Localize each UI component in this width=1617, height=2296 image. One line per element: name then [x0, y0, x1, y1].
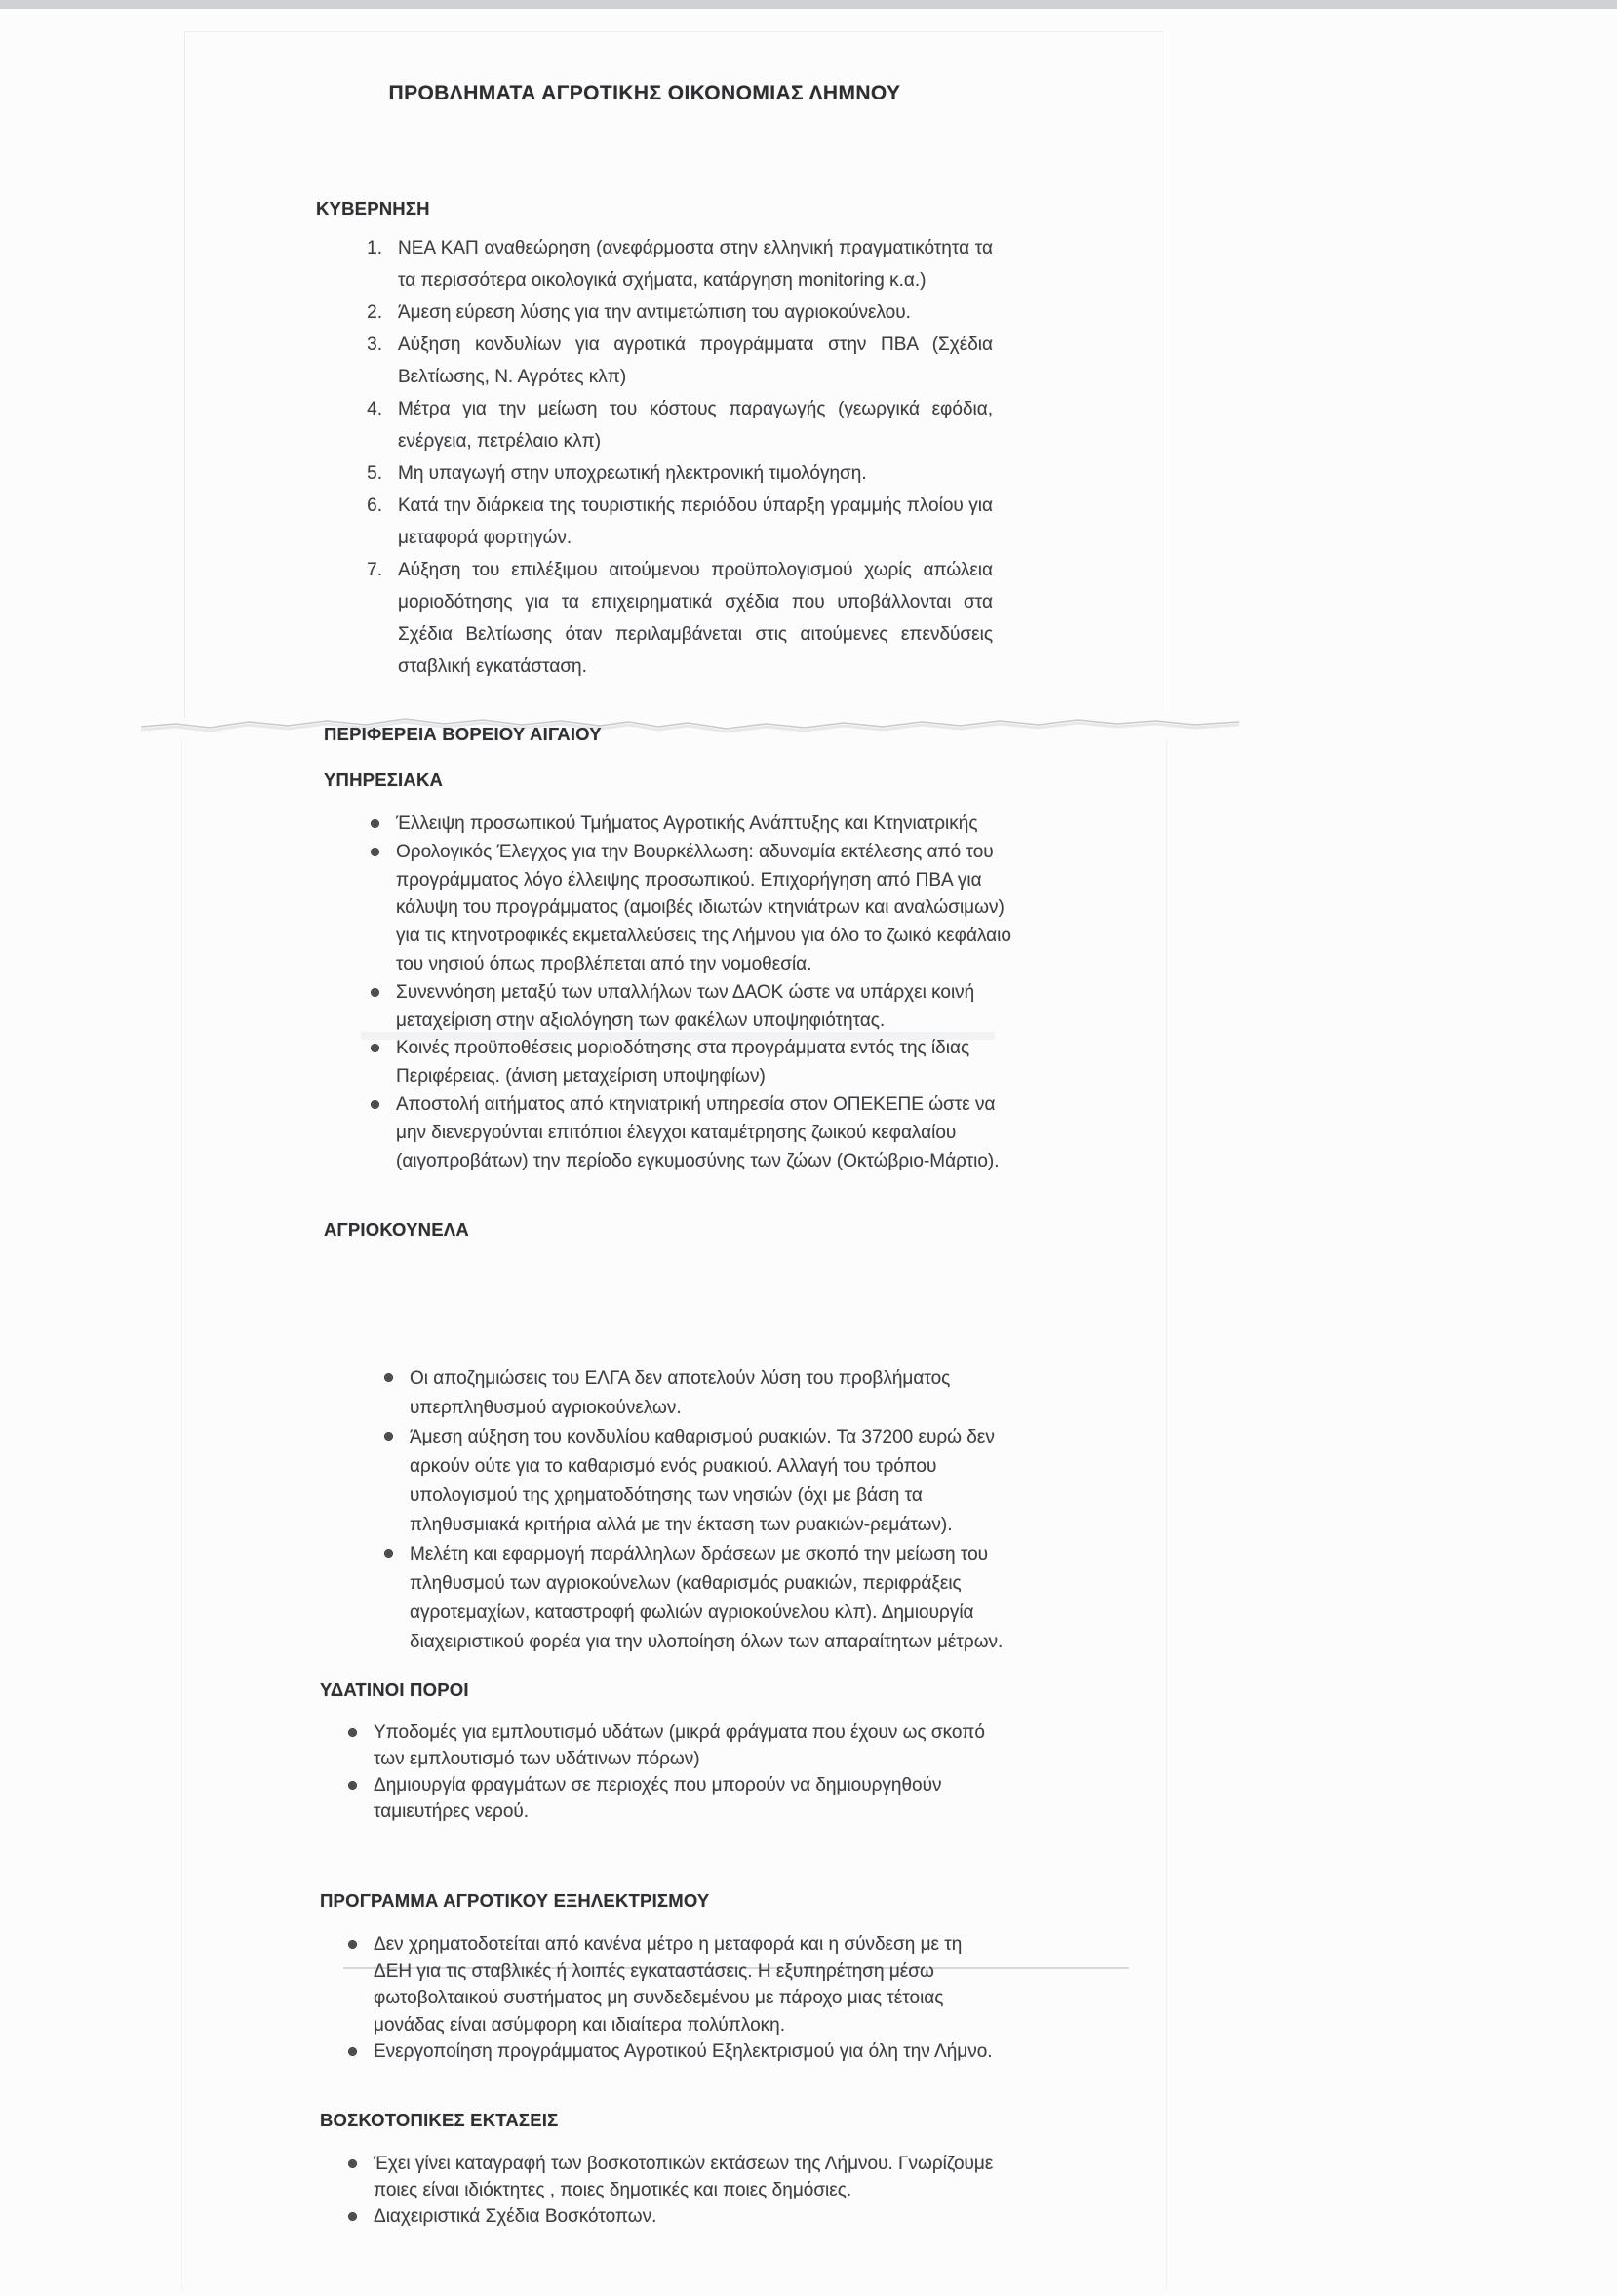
list-item [382, 1540, 1028, 1657]
list-item [382, 1365, 1028, 1423]
list-item [346, 2039, 1002, 2066]
list-item-text: Δημιουργία φραγμάτων σε περιοχές που μπορούν να δημιουργηθούν ταμιευτήρες νερού. [374, 1775, 942, 1822]
list-item [343, 490, 993, 554]
list-item-text: Ενεργοποίηση προγράμματος Αγροτικού Εξηλεκτρισμού για όλη την Λήμνο. [374, 2041, 993, 2062]
bullet-icon [348, 2212, 357, 2221]
list-item-text: Αύξηση κονδυλίων για αγροτικά προγράμματα στην ΠΒΑ (Σχέδια Βελτίωσης, Ν. Αγρότες κλπ) [398, 335, 993, 387]
list-item-text: Αύξηση του επιλέξιμου αιτούμενου προϋπολογισμού χωρίς απώλεια μοριοδότησης για τα επιχειρηματικά σχέδια που υποβάλλονται στα Σχέδια Βελτίωσης όταν περιλαμβάνεται στις αιτούμενες επενδύσεις σταβλική εγκατάσταση. [398, 560, 993, 677]
list-item-text: Υποδομές για εμπλουτισμό υδάτων (μικρά φράγματα που έχουν ως σκοπό των εμπλουτισμό των υδάτινων πόρων) [374, 1722, 985, 1769]
section-heading: ΠΡΟΓΡΑΜΜΑ ΑΓΡΟΤΙΚΟΥ ΕΞΗΛΕΚΤΡΙΣΜΟΥ [320, 1890, 710, 1911]
list-item-text: Μη υπαγωγή στην υποχρεωτική ηλεκτρονική τιμολόγηση. [398, 463, 867, 484]
bullet-icon [384, 1373, 393, 1382]
section-heading: ΚΥΒΕΡΝΗΣΗ [316, 198, 430, 218]
list-item [346, 2203, 1002, 2230]
bullet-icon [348, 1728, 357, 1737]
bullet-icon [384, 1432, 393, 1441]
list-item [346, 2151, 1002, 2203]
list-item [343, 457, 993, 490]
item-number: 1. [367, 238, 382, 258]
list-item-text: Δεν χρηματοδοτείται από κανένα μέτρο η μεταφορά και η σύνδεση με τη ΔΕΗ για τις σταβλικές ή λοιπές εγκαταστάσεις. Η εξυπηρέτηση μέσω φωτοβολταικού συστήματος μη συνδεδεμένου με πάροχο μιας τέτοιας μονάδας είναι ασύμφορη και ιδιαίτερα πολύπλοκη. [374, 1934, 963, 2036]
list-item-text: Κατά την διάρκεια της τουριστικής περιόδου ύπαρξη γραμμής πλοίου για μεταφορά φορτηγών. [398, 495, 993, 548]
list-item [346, 1772, 1000, 1825]
bullet-list [382, 1365, 1028, 1657]
list-item [369, 1035, 1012, 1091]
section-heading: ΥΠΗΡΕΣΙΑΚΑ [324, 770, 444, 790]
bullet-icon [348, 2047, 357, 2056]
list-item [369, 811, 1012, 839]
torn-paper-seam [141, 704, 1239, 745]
bullet-icon [371, 819, 379, 828]
bullet-list [369, 811, 1012, 1175]
section-heading: ΠΕΡΙΦΕΡΕΙΑ ΒΟΡΕΙΟΥ ΑΙΓΑΙΟΥ [324, 724, 602, 744]
item-number: 4. [367, 399, 382, 419]
list-item [343, 393, 993, 457]
list-item [346, 1720, 1000, 1772]
list-item [369, 1091, 1012, 1175]
section-heading: ΒΟΣΚΟΤΟΠΙΚΕΣ ΕΚΤΑΣΕΙΣ [320, 2110, 559, 2130]
bullet-icon [384, 1549, 393, 1558]
bullet-icon [348, 2159, 357, 2168]
list-item-text: ΝΕΑ ΚΑΠ αναθεώρηση (ανεφάρμοστα στην ελληνική πραγματικότητα τα τα περισσότερα οικολογικά σχήματα, κατάργηση monitoring κ.α.) [398, 238, 993, 291]
section-heading: ΥΔΑΤΙΝΟΙ ΠΟΡΟΙ [320, 1680, 469, 1700]
bullet-icon [371, 988, 379, 997]
list-item-text: Έλλειψη προσωπικού Τμήματος Αγροτικής Ανάπτυξης και Κτηνιατρικής [396, 813, 978, 834]
list-item-text: Συνεννόηση μεταξύ των υπαλλήλων των ΔΑΟΚ ώστε να υπάρχει κοινή μεταχείριση στην αξιολόγηση των φακέλων υποψηφιότητας. [396, 981, 975, 1031]
item-number: 7. [367, 560, 382, 580]
bullet-icon [348, 1940, 357, 1949]
bullet-list [346, 1720, 1000, 1825]
list-item-text: Μελέτη και εφαρμογή παράλληλων δράσεων με σκοπό την μείωση του πληθυσμού των αγριοκούνελων (καθαρισμός ρυακιών, περιφράξεις αγροτεμαχίων, καταστροφή φωλιών αγριοκούνελου κλπ). Δημιουργία διαχειριστικού φορέα για την υλοποίηση όλων των απαραίτητων μέτρων. [410, 1544, 1004, 1652]
list-item-text: Κοινές προϋποθέσεις μοριοδότησης στα προγράμματα εντός της ίδιας Περιφέρειας. (άνιση μεταχείριση υποψηφίων) [396, 1038, 970, 1088]
bullet-icon [371, 1044, 379, 1052]
paper-edge [1166, 739, 1167, 2290]
paper-edge [184, 32, 185, 717]
section-heading: ΑΓΡΙΟΚΟΥΝΕΛΑ [324, 1219, 469, 1240]
list-item [369, 839, 1012, 979]
list-item-text: Αποστολή αιτήματος από κτηνιατρική υπηρεσία στον ΟΠΕΚΕΠΕ ώστε να μην διενεργούνται επιτόπιοι έλεγχοι καταμέτρησης ζωικού κεφαλαίου (αιγοπροβάτων) την περίοδο εγκυμοσύνης των ζώων (Οκτώβριο-Μάρτιο). [396, 1093, 1000, 1171]
list-item [369, 979, 1012, 1036]
list-item-text: Οι αποζημιώσεις του ΕΛΓΑ δεν αποτελούν λύση του προβλήματος υπερπληθυσμού αγριοκούνελων. [410, 1368, 951, 1418]
item-number: 3. [367, 335, 382, 355]
document-title: ΠΡΟΒΛΗΜΑΤΑ ΑΓΡΟΤΙΚΗΣ ΟΙΚΟΝΟΜΙΑΣ ΛΗΜΝΟΥ [388, 82, 901, 104]
list-item [343, 554, 993, 683]
list-item [346, 1931, 1002, 2039]
list-item-text: Ορολογικός Έλεγχος για την Βουρκέλλωση: αδυναμία εκτέλεσης από του προγράμματος λόγο έλλειψης προσωπικού. Επιχορήγηση από ΠΒΑ για κάλυψη του προγράμματος (αμοιβές ιδιωτών κτηνιάτρων και αναλώσιμων) για τις κτηνοτροφικές εκμεταλλεύσεις της Λήμνου για όλο το ζωικό κεφάλαιο του νησιού όπως προβλέπεται από την νομοθεσία. [396, 841, 1011, 974]
scanner-edge-strip [0, 0, 1617, 9]
item-number: 2. [367, 302, 382, 323]
bullet-icon [371, 1100, 379, 1109]
numbered-list [343, 232, 993, 683]
item-number: 6. [367, 495, 382, 516]
item-number: 5. [367, 463, 382, 484]
list-item [343, 232, 993, 297]
list-item-text: Άμεση αύξηση του κονδυλίου καθαρισμού ρυακιών. Τα 37200 ευρώ δεν αρκούν ούτε για το καθαρισμό ενός ρυακιού. Αλλαγή του τρόπου υπολογισμού της χρηματοδότησης των νησιών (όχι με βάση τα πληθυσμιακά κριτήρια αλλά με την έκταση των ρυακιών-ρεμάτων). [410, 1427, 995, 1535]
paper-edge [184, 31, 1163, 32]
list-item [382, 1423, 1028, 1540]
list-item-text: Διαχειριστικά Σχέδια Βοσκότοπων. [374, 2206, 657, 2227]
bullet-icon [348, 1781, 357, 1790]
list-item-text: Άμεση εύρεση λύσης για την αντιμετώπιση του αγριοκούνελου. [398, 302, 911, 323]
list-item [343, 329, 993, 393]
list-item-text: Έχει γίνει καταγραφή των βοσκοτοπικών εκτάσεων της Λήμνου. Γνωρίζουμε ποιες είναι ιδιόκτητες , ποιες δημοτικές και ποιες δημόσιες. [374, 2154, 994, 2200]
bullet-icon [371, 848, 379, 856]
paper-edge [181, 739, 182, 2290]
list-item [343, 297, 993, 329]
bullet-list [346, 1931, 1002, 2066]
list-item-text: Μέτρα για την μείωση του κόστους παραγωγής (γεωργικά εφόδια, ενέργεια, πετρέλαιο κλπ) [398, 399, 993, 452]
bullet-list [346, 2151, 1002, 2230]
